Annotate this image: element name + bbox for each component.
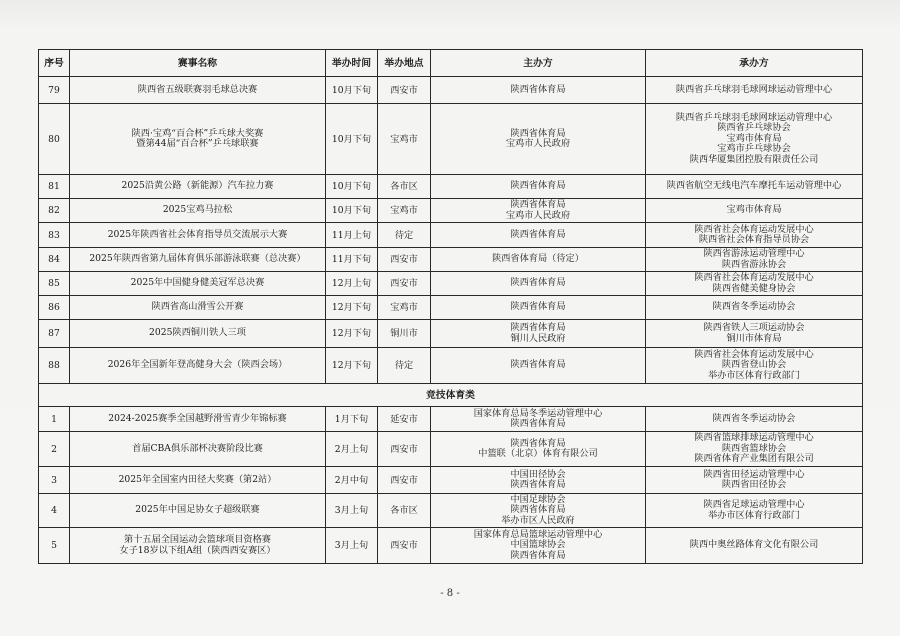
- cell-organizer: [431, 272, 646, 296]
- cell-organizer: [431, 77, 646, 104]
- cell-line: 陕西省游泳协会: [721, 258, 787, 270]
- cell-name: [70, 320, 326, 348]
- cell-name: [70, 77, 326, 104]
- cell-line: 国家体育总局冬季运动管理中心: [473, 407, 603, 419]
- cell-time: 12月下旬: [326, 320, 378, 348]
- cell-place: 铜川市: [378, 320, 431, 348]
- cell-line: 陕西省体育局（待定）: [492, 253, 584, 265]
- cell-line: 陕西省体育局: [510, 504, 566, 516]
- cell-line: 陕西省高山滑雪公开赛: [151, 301, 244, 313]
- cell-name: [70, 223, 326, 248]
- cell-line: 陕西省体育局: [510, 277, 566, 289]
- cell-organizer: [431, 223, 646, 248]
- cell-time: 12月下旬: [326, 348, 378, 384]
- table-row: [39, 432, 863, 467]
- cell-line: 举办市区人民政府: [501, 514, 575, 526]
- cell-line: 2026年全国新年登高健身大会（陕西会场）: [107, 359, 288, 371]
- cell-line: 陕西省社会体育运动发展中心: [694, 223, 814, 235]
- cell-line: 陕西华厦集团控股有限责任公司: [689, 153, 819, 165]
- cell-line: 陕西·宝鸡“百合杯”乒乓球大奖赛: [131, 127, 264, 139]
- cell-name: [70, 104, 326, 175]
- cell-place: 西安市: [378, 272, 431, 296]
- table-row: [39, 296, 863, 320]
- cell-line: 陕西省篮球协会: [721, 442, 787, 454]
- cell-line: 国家体育总局篮球运动管理中心: [473, 528, 603, 540]
- header-name: 赛事名称: [70, 50, 326, 77]
- cell-line: 陕西省体育局: [510, 322, 566, 334]
- cell-line: 陕西省冬季运动协会: [712, 301, 796, 313]
- cell-line: 陕西省体育局: [510, 127, 566, 139]
- cell-line: 陕西省体育局: [510, 228, 566, 240]
- cell-host: [646, 296, 863, 320]
- cell-line: 中国田径协会: [510, 468, 566, 480]
- header-host: 承办方: [646, 50, 863, 77]
- table-row: [39, 104, 863, 175]
- cell-line: 陕西中奥丝路体育文化有限公司: [689, 539, 819, 551]
- cell-host: [646, 175, 863, 199]
- cell-line: 举办市区体育行政部门: [708, 369, 800, 381]
- cell-line: 2025年陕西省社会体育指导员交流展示大赛: [107, 228, 288, 240]
- cell-time: 11月下旬: [326, 248, 378, 272]
- cell-host: [646, 432, 863, 467]
- cell-line: 女子18岁以下组A组（陕西西安赛区）: [119, 544, 276, 556]
- cell-line: 陕西省足球运动管理中心: [703, 499, 805, 511]
- cell-line: 陕西省五级联赛羽毛球总决赛: [137, 83, 258, 95]
- cell-time: 2月中旬: [326, 467, 378, 494]
- cell-time: 10月下旬: [326, 77, 378, 104]
- cell-line: 宝鸡市体育局: [726, 132, 782, 144]
- cell-line: 首届CBA俱乐部杯决赛阶段比赛: [132, 442, 263, 454]
- cell-name: [70, 494, 326, 528]
- section-title: 竞技体育类: [39, 384, 863, 407]
- cell-line: 2025年陕西省第九届体育俱乐部游泳联赛（总决赛）: [89, 253, 306, 265]
- cell-place: 西安市: [378, 77, 431, 104]
- cell-line: 中篮联（北京）体育有限公司: [478, 448, 598, 459]
- cell-host: [646, 467, 863, 494]
- cell-name: [70, 248, 326, 272]
- cell-line: 陕西省体育局: [510, 180, 566, 192]
- table-row: [39, 320, 863, 348]
- header-time: 举办时间: [326, 50, 378, 77]
- cell-line: 中国篮球协会: [510, 539, 566, 551]
- cell-line: 2025宝鸡马拉松: [162, 204, 233, 216]
- cell-organizer: [431, 494, 646, 528]
- cell-name: [70, 467, 326, 494]
- cell-line: 陕西省体育局: [510, 549, 566, 561]
- cell-time: 3月上旬: [326, 494, 378, 528]
- cell-line: 陕西省社会体育运动发展中心: [694, 348, 814, 360]
- cell-line: 陕西省体育局: [510, 479, 566, 490]
- cell-no: 82: [39, 199, 70, 223]
- cell-organizer: [431, 432, 646, 467]
- cell-line: 宝鸡市体育局: [726, 204, 782, 216]
- cell-name: [70, 348, 326, 384]
- table-header-row: [39, 50, 863, 77]
- table-row: [39, 528, 863, 564]
- cell-place: 西安市: [378, 528, 431, 564]
- cell-line: 陕西省健美健身协会: [712, 282, 796, 294]
- cell-organizer: [431, 407, 646, 432]
- cell-organizer: [431, 467, 646, 494]
- table-row: [39, 348, 863, 384]
- cell-line: 第十五届全国运动会篮球项目资格赛: [124, 534, 271, 546]
- cell-time: 10月下旬: [326, 199, 378, 223]
- table-row: [39, 175, 863, 199]
- cell-time: 2月上旬: [326, 432, 378, 467]
- cell-line: 陕西省体育局: [510, 199, 566, 211]
- cell-host: [646, 272, 863, 296]
- cell-no: 79: [39, 77, 70, 104]
- cell-place: 待定: [378, 223, 431, 248]
- cell-line: 2025沿黄公路（新能源）汽车拉力赛: [121, 180, 274, 192]
- cell-host: [646, 223, 863, 248]
- table-row: [39, 467, 863, 494]
- table-body-competitive-sports: [39, 407, 863, 564]
- cell-line: 2025陕西铜川铁人三项: [149, 327, 246, 339]
- page-number: - 8 -: [440, 588, 460, 599]
- cell-name: [70, 528, 326, 564]
- cell-line: 陕西省游泳运动管理中心: [703, 248, 805, 260]
- cell-time: 3月上旬: [326, 528, 378, 564]
- cell-line: 中国足球协会: [510, 493, 566, 505]
- header-no: 序号: [39, 50, 70, 77]
- table-row: [39, 407, 863, 432]
- cell-no: 4: [39, 494, 70, 528]
- cell-line: 陕西省乒乓球协会: [717, 122, 791, 134]
- cell-no: 5: [39, 528, 70, 564]
- cell-time: 12月下旬: [326, 296, 378, 320]
- cell-organizer: [431, 348, 646, 384]
- cell-time: 11月上旬: [326, 223, 378, 248]
- cell-place: 宝鸡市: [378, 296, 431, 320]
- cell-no: 83: [39, 223, 70, 248]
- cell-place: 各市区: [378, 175, 431, 199]
- cell-organizer: [431, 104, 646, 175]
- cell-line: 陕西省体育局: [510, 437, 566, 449]
- cell-no: 1: [39, 407, 70, 432]
- cell-line: 陕西省篮球排球运动管理中心: [694, 432, 814, 444]
- cell-line: 陕西省铁人三项运动协会: [703, 322, 805, 334]
- cell-line: 陕西省田径协会: [721, 479, 787, 490]
- cell-organizer: [431, 296, 646, 320]
- cell-host: [646, 248, 863, 272]
- table-row: [39, 199, 863, 223]
- cell-organizer: [431, 199, 646, 223]
- cell-name: [70, 432, 326, 467]
- cell-line: 暨第44届“百合杯”乒乓球联赛: [136, 138, 259, 149]
- cell-time: 10月下旬: [326, 175, 378, 199]
- table-body-mass-sports: [39, 77, 863, 384]
- cell-place: 延安市: [378, 407, 431, 432]
- cell-organizer: [431, 320, 646, 348]
- cell-no: 85: [39, 272, 70, 296]
- table-row: [39, 77, 863, 104]
- cell-host: [646, 348, 863, 384]
- cell-host: [646, 407, 863, 432]
- cell-place: 西安市: [378, 248, 431, 272]
- cell-name: [70, 296, 326, 320]
- cell-place: 各市区: [378, 494, 431, 528]
- cell-organizer: [431, 175, 646, 199]
- table-row: [39, 223, 863, 248]
- cell-no: 81: [39, 175, 70, 199]
- cell-line: 铜川人民政府: [510, 332, 566, 344]
- cell-line: 陕西省社会体育指导员协会: [698, 234, 810, 245]
- cell-time: 12月上旬: [326, 272, 378, 296]
- cell-host: [646, 199, 863, 223]
- cell-place: 宝鸡市: [378, 199, 431, 223]
- cell-no: 88: [39, 348, 70, 384]
- events-table: [38, 49, 863, 564]
- cell-line: 陕西省乒乓球羽毛球网球运动管理中心: [675, 83, 833, 95]
- header-organizer: 主办方: [431, 50, 646, 77]
- cell-place: 西安市: [378, 467, 431, 494]
- cell-organizer: [431, 248, 646, 272]
- cell-line: 陕西省社会体育运动发展中心: [694, 272, 814, 284]
- cell-name: [70, 272, 326, 296]
- cell-no: 87: [39, 320, 70, 348]
- cell-line: 陕西省体育局: [510, 418, 566, 429]
- cell-time: 10月下旬: [326, 104, 378, 175]
- cell-name: [70, 407, 326, 432]
- cell-no: 80: [39, 104, 70, 175]
- cell-line: 陕西省体育局: [510, 359, 566, 371]
- cell-place: 西安市: [378, 432, 431, 467]
- cell-line: 举办市区体育行政部门: [708, 509, 800, 521]
- cell-line: 2025年中国健身健美冠军总决赛: [130, 277, 265, 289]
- cell-line: 2025年全国室内田径大奖赛（第2站）: [118, 473, 277, 485]
- cell-line: 陕西省乒乓球羽毛球网球运动管理中心: [675, 111, 833, 123]
- cell-line: 陕西省体育局: [510, 301, 566, 313]
- cell-line: 陕西省登山协会: [721, 359, 787, 371]
- section-header-row: [39, 384, 863, 407]
- cell-line: 铜川市体育局: [726, 332, 782, 344]
- cell-line: 陕西省田径运动管理中心: [703, 468, 805, 480]
- cell-place: 宝鸡市: [378, 104, 431, 175]
- cell-no: 2: [39, 432, 70, 467]
- cell-line: 宝鸡市人民政府: [505, 209, 571, 221]
- cell-name: [70, 175, 326, 199]
- cell-host: [646, 320, 863, 348]
- cell-no: 86: [39, 296, 70, 320]
- table-row: [39, 272, 863, 296]
- cell-line: 2025年中国足协女子超级联赛: [135, 504, 260, 516]
- table-row: [39, 248, 863, 272]
- header-place: 举办地点: [378, 50, 431, 77]
- cell-line: 陕西省航空无线电汽车摩托车运动管理中心: [666, 180, 842, 192]
- cell-no: 3: [39, 467, 70, 494]
- cell-organizer: [431, 528, 646, 564]
- cell-host: [646, 104, 863, 175]
- cell-host: [646, 528, 863, 564]
- cell-name: [70, 199, 326, 223]
- cell-host: [646, 494, 863, 528]
- cell-time: 1月下旬: [326, 407, 378, 432]
- cell-host: [646, 77, 863, 104]
- table-row: [39, 494, 863, 528]
- cell-no: 84: [39, 248, 70, 272]
- cell-line: 宝鸡市人民政府: [505, 138, 571, 149]
- cell-line: 陕西省冬季运动协会: [712, 412, 796, 424]
- cell-line: 陕西省体育局: [510, 83, 566, 95]
- cell-line: 陕西省体育产业集团有限公司: [694, 453, 814, 465]
- cell-place: 待定: [378, 348, 431, 384]
- cell-line: 2024-2025赛季全国越野滑雪青少年锦标赛: [108, 412, 287, 424]
- cell-line: 宝鸡市乒乓球协会: [717, 143, 791, 155]
